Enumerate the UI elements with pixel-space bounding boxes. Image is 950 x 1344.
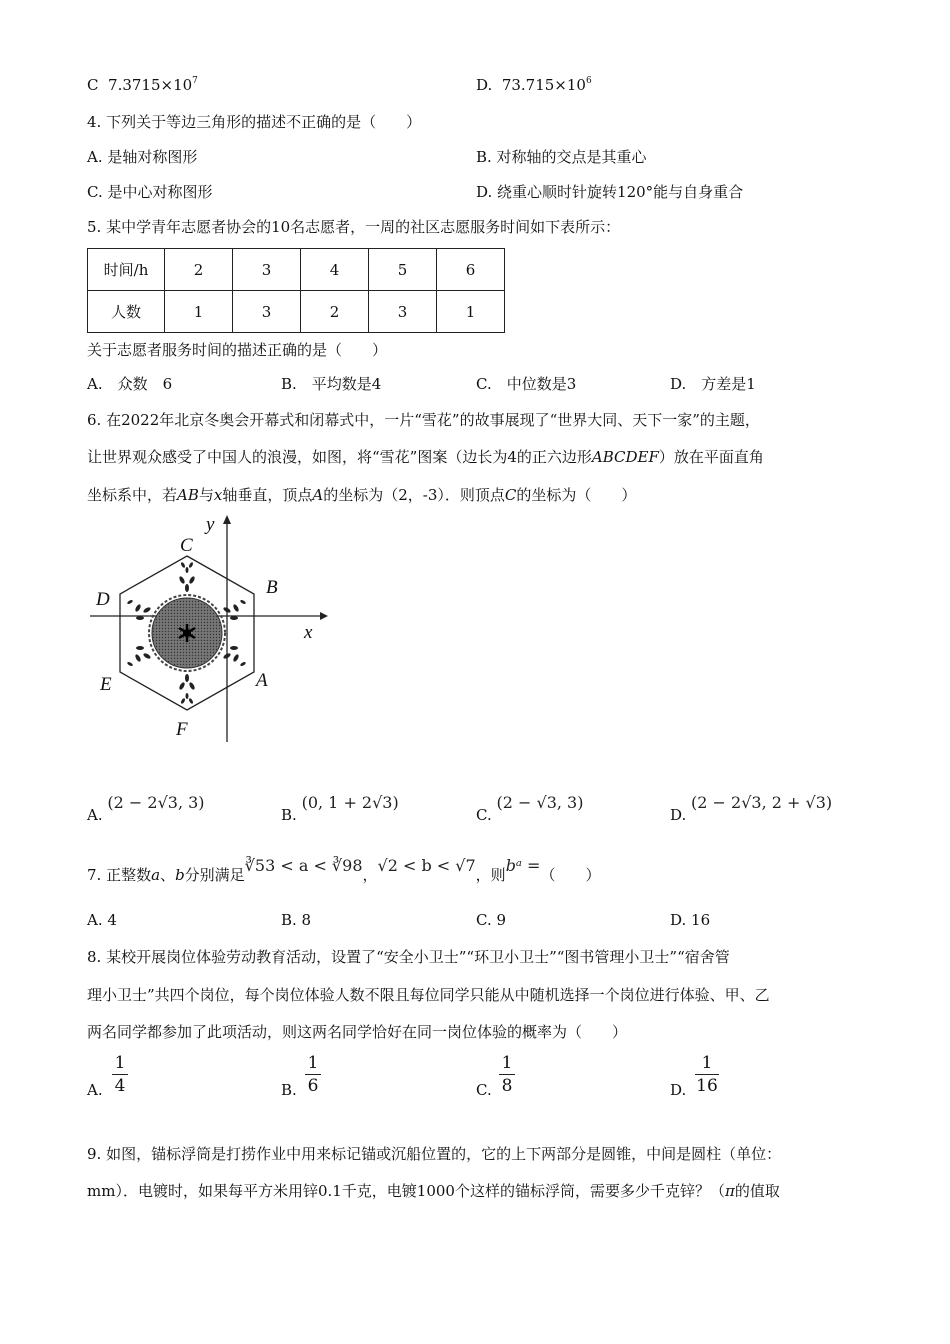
text: 让世界观众感受了中国人的浪漫，如图，将“雪花”图案（边长为4的正六边形 (87, 448, 592, 466)
table-header-cell: 人数 (88, 291, 165, 333)
option-value: 7.3715×10 (108, 76, 193, 94)
q8-line2: 理小卫士”共四个岗位，每个岗位体验人数不限且每位同学只能从中随机选择一个岗位进行体验、甲、乙 (87, 986, 770, 1004)
text: 的坐标为（ ） (516, 486, 637, 504)
math-var: a (151, 866, 161, 884)
text: 7. 正整数 (87, 866, 152, 884)
option-expr: (0, 1 + 2√3) (301, 793, 399, 812)
text: ， (362, 866, 378, 884)
q8-option-b-fraction (305, 1054, 321, 1095)
label-y: y (206, 514, 215, 535)
q7-option-c: C. 9 (476, 911, 507, 929)
table-row (88, 249, 505, 291)
exponent: 7 (192, 76, 198, 86)
numerator: 1 (701, 1053, 713, 1073)
text: 分别满足 (184, 866, 245, 884)
text: 轴垂直，顶点 (222, 486, 313, 504)
text: 坐标系中，若 (87, 486, 178, 504)
y-axis-arrow-icon (223, 515, 231, 524)
snowflake-hexagon-figure (80, 510, 340, 750)
q3-option-c (87, 76, 198, 94)
q6-option-c (476, 793, 584, 824)
denominator: 8 (501, 1076, 513, 1096)
label-x: x (304, 622, 313, 643)
option-label: C (87, 76, 99, 94)
denominator: 16 (696, 1076, 718, 1096)
q3-option-d (476, 76, 592, 94)
q6-line1: 6. 在2022年北京冬奥会开幕式和闭幕式中，一片“雪花”的故事展现了“世界大同、天下一家”的主题， (87, 411, 760, 429)
text: ，则 (475, 866, 506, 884)
table-cell: 6 (437, 249, 505, 291)
denominator: 6 (307, 1076, 319, 1096)
q5-option-b: B. 平均数是4 (281, 375, 382, 393)
table-cell: 3 (233, 249, 301, 291)
math-var: b (175, 866, 185, 884)
math-var: ABCDEF (591, 448, 659, 466)
math-var: A (312, 486, 324, 504)
q8-line1: 8. 某校开展岗位体验劳动教育活动，设置了“安全小卫士”“环卫小卫士”“图书管理小卫士”“宿舍管 (87, 948, 730, 966)
option-expr: (2 − 2√3, 2 + √3) (691, 793, 833, 812)
math-var: x (213, 486, 223, 504)
option-label: D. (476, 76, 493, 94)
text: 的坐标为（2，-3）．则顶点 (323, 486, 505, 504)
q5-option-a: A. 众数 6 (87, 375, 173, 393)
q5-option-c: C. 中位数是3 (476, 375, 577, 393)
text: 、 (160, 866, 176, 884)
q4-option-c: C. 是中心对称图形 (87, 183, 213, 201)
q9-line2 (87, 1180, 780, 1201)
table-cell: 2 (165, 249, 233, 291)
q7-option-d: D. 16 (670, 911, 711, 929)
q4-stem: 4. 下列关于等边三角形的描述不正确的是（ ） (87, 113, 422, 131)
label-c: C (180, 535, 193, 556)
table-cell: 5 (369, 249, 437, 291)
q8-option-d-label: D. (670, 1081, 687, 1099)
q5-option-d: D. 方差是1 (670, 375, 756, 393)
option-label: C. (476, 806, 492, 824)
q6-option-a (87, 793, 205, 824)
inequality: √2 < b < √7 (377, 856, 476, 875)
q8-option-b-label: B. (281, 1081, 297, 1099)
q6-option-b (281, 793, 399, 824)
q6-line3 (87, 484, 636, 505)
q8-option-a-fraction (112, 1054, 128, 1095)
table-cell: 3 (233, 291, 301, 333)
q8-option-a-label: A. (87, 1081, 103, 1099)
q8-option-c-fraction (499, 1054, 515, 1095)
table-cell: 3 (369, 291, 437, 333)
q5-question: 关于志愿者服务时间的描述正确的是（ ） (87, 341, 388, 359)
option-expr: (2 − 2√3, 3) (107, 793, 205, 812)
label-b: B (266, 577, 278, 598)
text: 与 (198, 486, 214, 504)
q8-option-d-fraction (695, 1054, 719, 1095)
numerator: 1 (114, 1053, 126, 1073)
text: ）放在平面直角 (658, 448, 764, 466)
q6-option-d (670, 793, 833, 824)
numerator: 1 (501, 1053, 513, 1073)
math-var: π (724, 1182, 735, 1200)
exponent: 6 (585, 76, 592, 86)
option-label: A. (87, 806, 103, 824)
option-value: 73.715×10 (501, 76, 586, 94)
math-var: C (504, 486, 517, 504)
option-label: B. (281, 806, 297, 824)
table-cell: 4 (301, 249, 369, 291)
text: （ ） (540, 866, 601, 884)
expression: bᵃ = (505, 856, 541, 875)
table-cell: 1 (437, 291, 505, 333)
option-label: D. (670, 806, 687, 824)
x-axis-arrow-icon (320, 612, 328, 620)
table-cell: 1 (165, 291, 233, 333)
q7-option-b: B. 8 (281, 911, 312, 929)
math-var: AB (177, 486, 199, 504)
q9-line1: 9. 如图，锚标浮筒是打捞作业中用来标记锚或沉船位置的，它的上下两部分是圆锥，中间是圆柱（单位： (87, 1145, 782, 1163)
table-cell: 2 (301, 291, 369, 333)
text: 的值取 (734, 1182, 780, 1200)
q5-stem: 5. 某中学青年志愿者协会的10名志愿者，一周的社区志愿服务时间如下表所示： (87, 218, 621, 236)
inequality: ∛53 < a < ∛98 (244, 856, 363, 875)
service-time-table (87, 248, 505, 333)
q8-option-c-label: C. (476, 1081, 492, 1099)
q8-line3: 两名同学都参加了此项活动，则这两名同学恰好在同一岗位体验的概率为（ ） (87, 1023, 628, 1041)
label-e: E (100, 674, 112, 695)
q7-option-a: A. 4 (87, 911, 117, 929)
label-a: A (256, 670, 268, 691)
q6-line2 (87, 446, 764, 467)
table-row (88, 291, 505, 333)
numerator: 1 (307, 1053, 319, 1073)
option-expr: (2 − √3, 3) (496, 793, 584, 812)
text: mm）．电镀时，如果每平方米用锌0.1千克，电镀1000个这样的锚标浮筒，需要多少千克锌？（ (87, 1182, 725, 1200)
q4-option-b: B. 对称轴的交点是其重心 (476, 148, 647, 166)
q4-option-a: A. 是轴对称图形 (87, 148, 198, 166)
q7-stem (87, 856, 601, 885)
denominator: 4 (114, 1076, 126, 1096)
label-f: F (176, 719, 188, 740)
q4-option-d: D. 绕重心顺时针旋转120°能与自身重合 (476, 183, 744, 201)
table-header-cell: 时间/h (88, 249, 165, 291)
label-d: D (96, 589, 110, 610)
